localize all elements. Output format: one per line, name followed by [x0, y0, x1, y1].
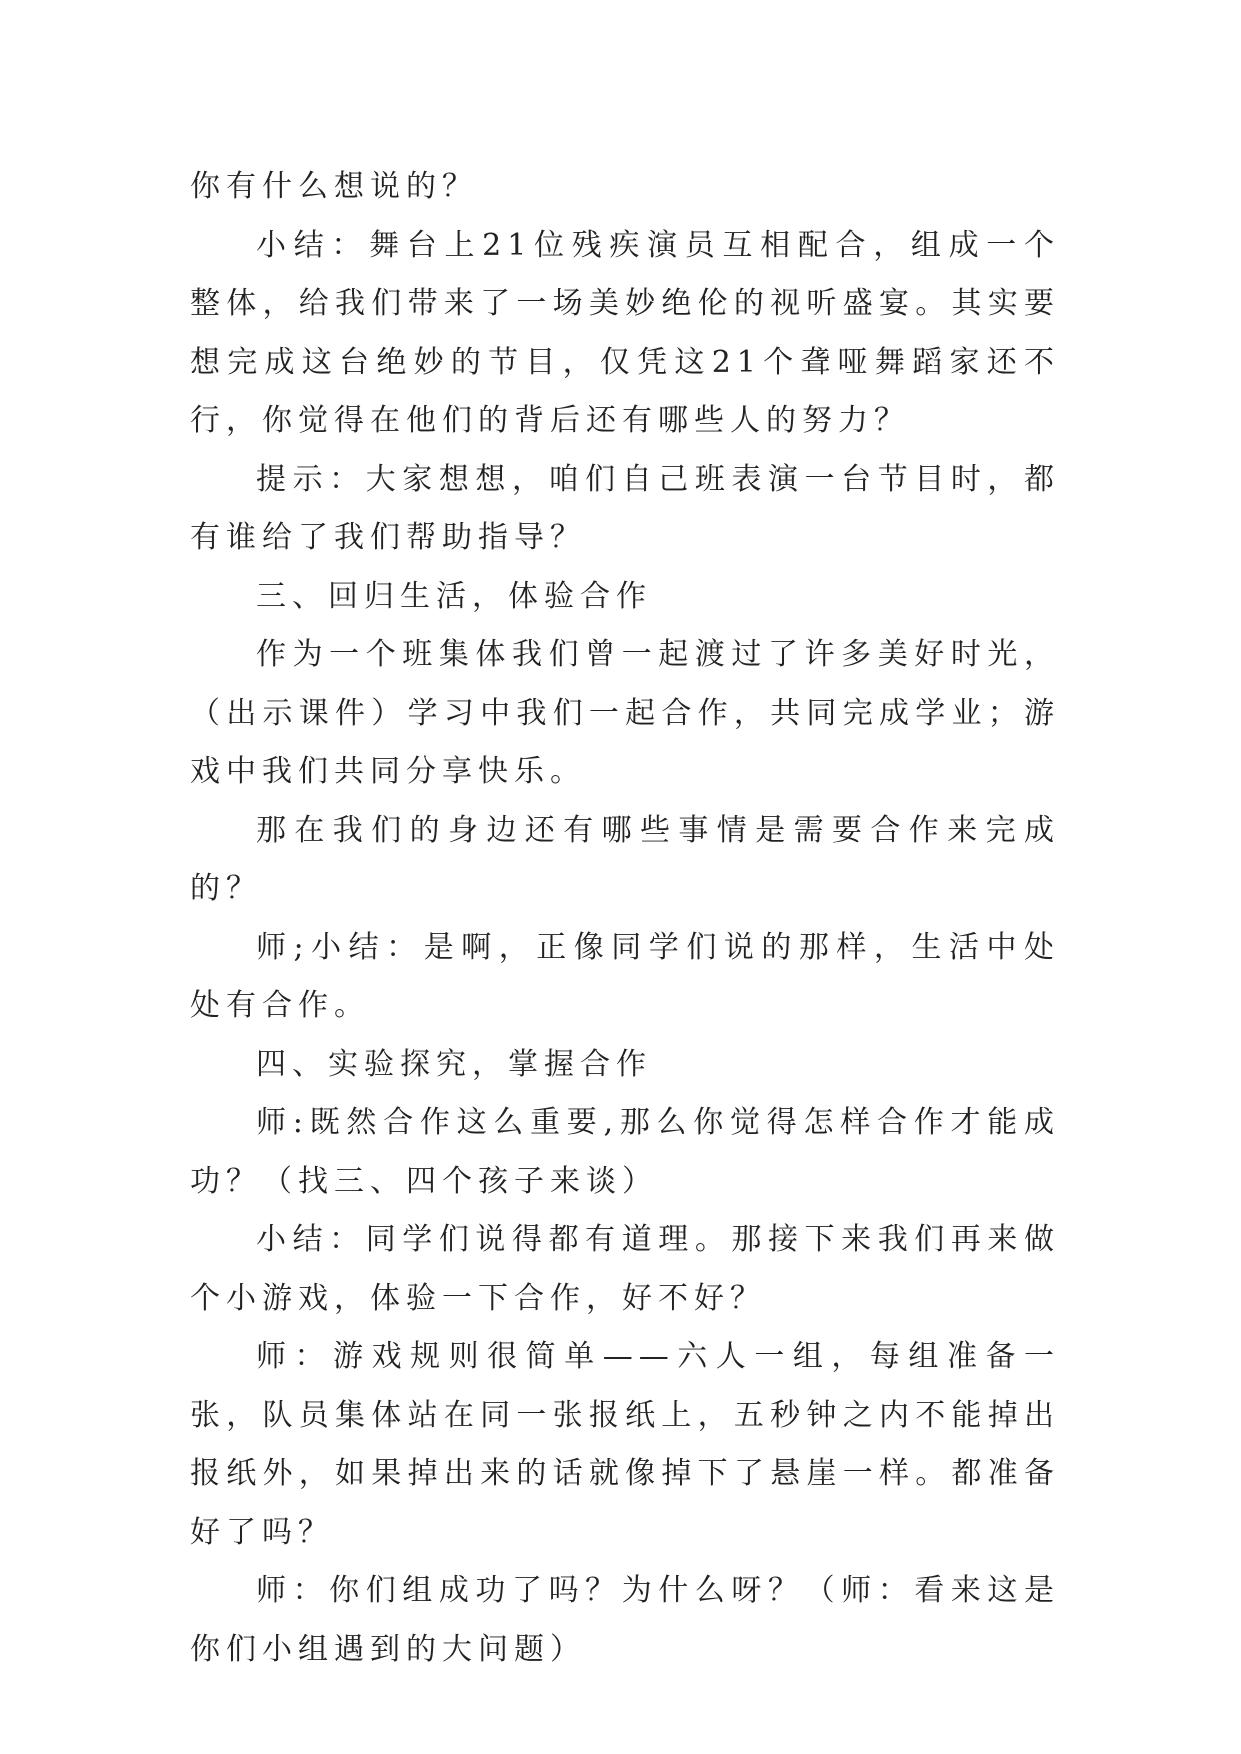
section-heading-4: 四、实验探究，掌握合作 [256, 1046, 652, 1082]
section-heading-3: 三、回归生活，体验合作 [256, 578, 652, 614]
paragraph-9: 师:既然合作这么重要,那么你觉得怎样合作才能成功？（找三、四个孩子来谈） [190, 1105, 1060, 1199]
paragraph-5: 作为一个班集体我们曾一起渡过了许多美好时光，（出示课件）学习中我们一起合作，共同完成学业；游戏中我们共同分享快乐。 [190, 637, 1060, 789]
paragraph-10: 小结：同学们说得都有道理。那接下来我们再来做个小游戏，体验一下合作，好不好？ [190, 1222, 1060, 1316]
paragraph-7: 师;小结：是啊，正像同学们说的那样，生活中处处有合作。 [190, 929, 1060, 1023]
paragraph-12: 师：你们组成功了吗？为什么呀？（师：看来这是你们小组遇到的大问题） [190, 1573, 1060, 1667]
document-body [190, 158, 1060, 1679]
paragraph-1: 你有什么想说的？ [190, 169, 478, 204]
paragraph-2: 小结：舞台上21位残疾演员互相配合，组成一个整体，给我们带来了一场美妙绝伦的视听盛宴。其实要想完成这台绝妙的节目，仅凭这21个聋哑舞蹈家还不行，你觉得在他们的背后还有哪些人的努力？ [190, 227, 1060, 438]
paragraph-11: 师：游戏规则很简单——六人一组，每组准备一张，队员集体站在同一张报纸上，五秒钟之内不能掉出报纸外，如果掉出来的话就像掉下了悬崖一样。都准备好了吗？ [190, 1339, 1060, 1550]
paragraph-6: 那在我们的身边还有哪些事情是需要合作来完成的？ [190, 812, 1060, 906]
paragraph-3: 提示：大家想想，咱们自己班表演一台节目时，都有谁给了我们帮助指导？ [190, 461, 1060, 555]
